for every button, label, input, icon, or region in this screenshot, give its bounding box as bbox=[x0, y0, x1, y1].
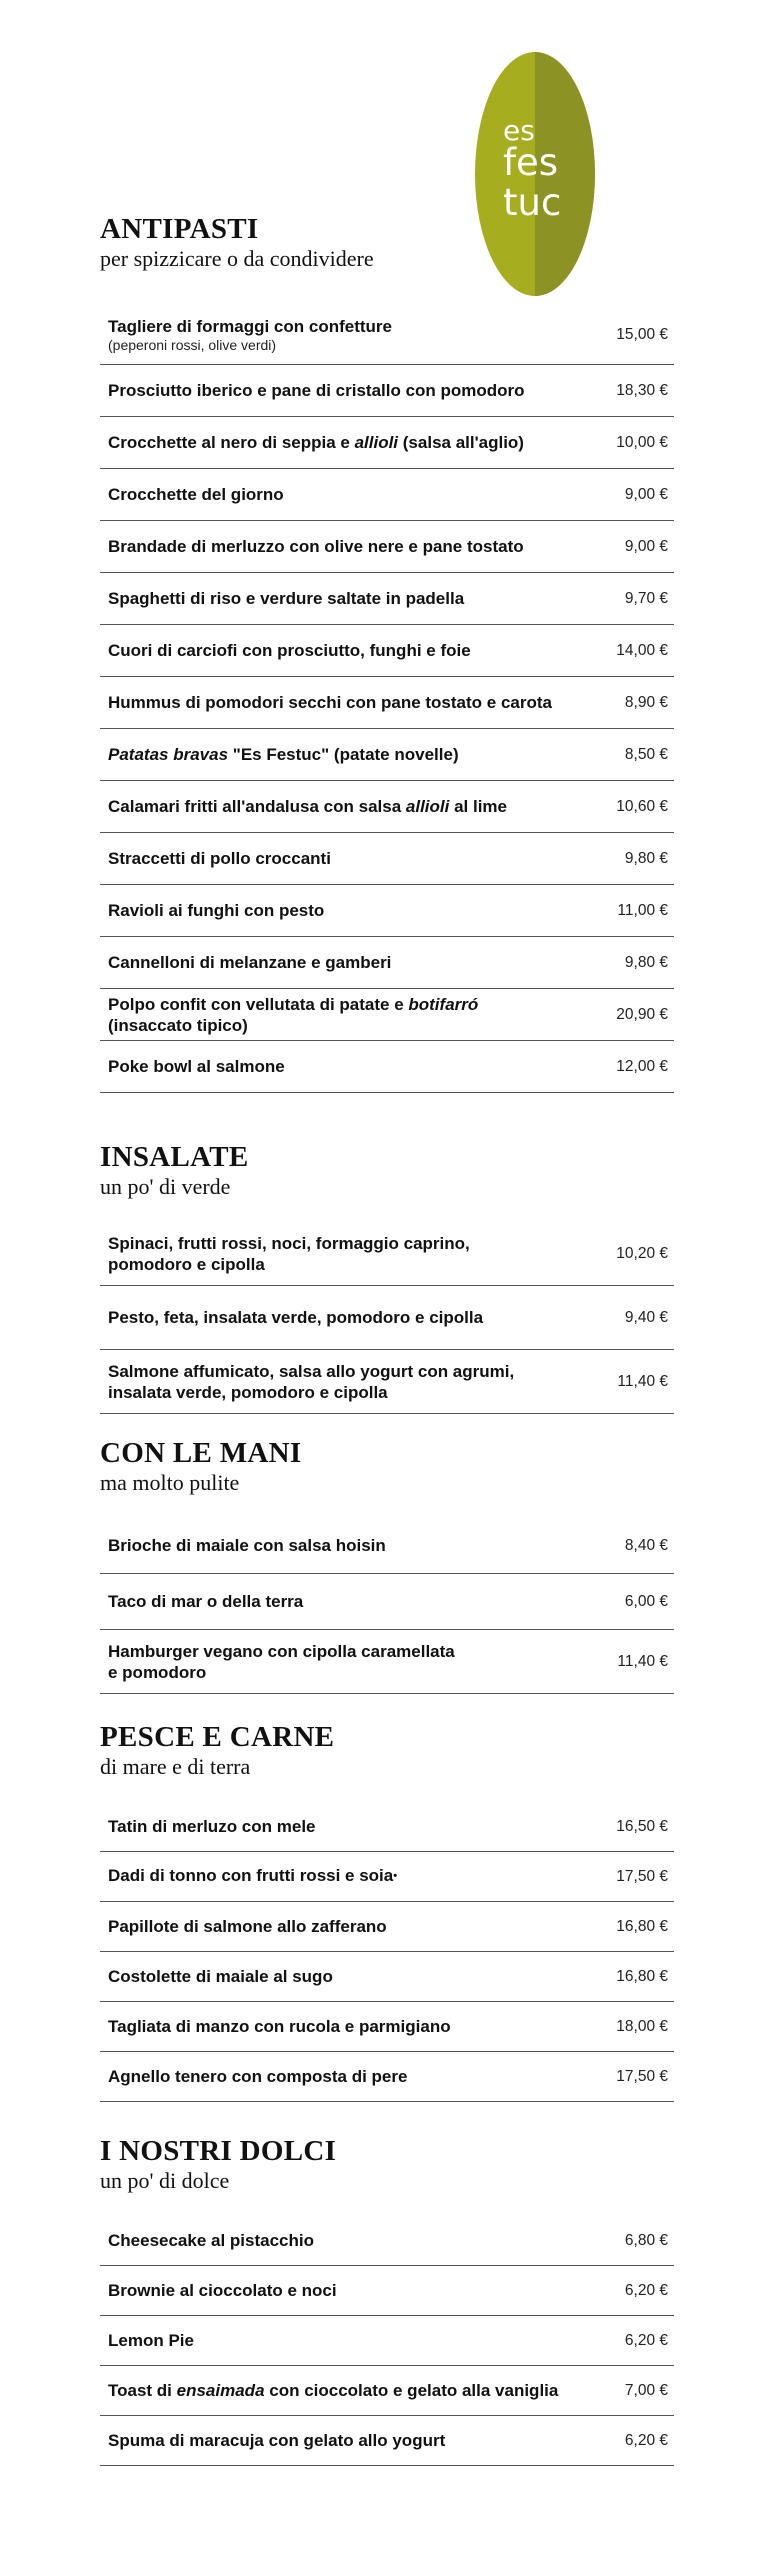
item-price: 14,00 € bbox=[616, 641, 668, 659]
section-title: INSALATE bbox=[100, 1141, 249, 1173]
menu-item bbox=[100, 885, 674, 937]
item-name: Spaghetti di riso e verdure saltate in padella bbox=[108, 589, 465, 608]
item-name: Cuori di carciofi con prosciutto, funghi e foie bbox=[108, 641, 471, 660]
item-name: Cheesecake al pistacchio bbox=[108, 2231, 315, 2250]
item-price: 15,00 € bbox=[616, 326, 668, 343]
menu-item bbox=[100, 2366, 674, 2416]
section-subtitle: un po' di verde bbox=[100, 1174, 231, 1199]
item-price: 7,00 € bbox=[624, 2381, 668, 2399]
logo-text-es: es bbox=[503, 114, 535, 147]
menu-item bbox=[100, 2266, 674, 2316]
menu-item bbox=[100, 937, 674, 989]
item-price: 18,00 € bbox=[616, 2017, 668, 2035]
item-price: 9,40 € bbox=[624, 1308, 668, 1326]
menu-item bbox=[100, 2052, 674, 2102]
item-price: 17,50 € bbox=[616, 2067, 668, 2085]
item-price: 8,50 € bbox=[624, 745, 668, 763]
menu-list bbox=[100, 1222, 674, 1414]
item-name: Taco di mar o della terra bbox=[108, 1592, 304, 1611]
item-name: Spinaci, frutti rossi, noci, formaggio caprino, pomodoro e cipolla bbox=[108, 1233, 470, 1274]
menu-item bbox=[100, 469, 674, 521]
menu-item bbox=[100, 1574, 674, 1630]
item-name: Brownie al cioccolato e noci bbox=[108, 2281, 337, 2300]
item-name: Pesto, feta, insalata verde, pomodoro e cipolla bbox=[108, 1308, 484, 1327]
item-price: 16,50 € bbox=[616, 1817, 668, 1835]
item-price: 6,20 € bbox=[624, 2281, 668, 2299]
item-name: Polpo confit con vellutata di patate e botifarró (insaccato tipico) bbox=[108, 994, 479, 1035]
menu-item bbox=[100, 306, 674, 365]
menu-item bbox=[100, 1222, 674, 1286]
section-con-le-mani bbox=[100, 1436, 674, 1694]
item-name: Prosciutto iberico e pane di cristallo con pomodoro bbox=[108, 381, 525, 400]
menu-item bbox=[100, 1518, 674, 1574]
menu-item bbox=[100, 417, 674, 469]
menu-item bbox=[100, 781, 674, 833]
item-price: 9,00 € bbox=[624, 537, 668, 555]
menu-item bbox=[100, 729, 674, 781]
menu-item bbox=[100, 1041, 674, 1093]
menu-item bbox=[100, 1852, 674, 1902]
section-subtitle: per spizzicare o da condividere bbox=[100, 246, 374, 271]
item-price: 6,20 € bbox=[624, 2431, 668, 2449]
menu-item bbox=[100, 573, 674, 625]
item-name: Toast di ensaimada con cioccolato e gelato alla vaniglia bbox=[108, 2381, 559, 2400]
menu-item bbox=[100, 1630, 674, 1694]
section-title: PESCE E CARNE bbox=[100, 1721, 335, 1753]
item-name: Crocchette al nero di seppia e allioli (salsa all'aglio) bbox=[108, 433, 524, 452]
item-price: 8,90 € bbox=[624, 693, 668, 711]
item-price: 11,40 € bbox=[617, 1372, 668, 1390]
item-price: 10,20 € bbox=[616, 1244, 668, 1262]
section-pesce-carne bbox=[100, 1720, 674, 2102]
item-price: 16,80 € bbox=[616, 1917, 668, 1935]
menu-list bbox=[100, 1518, 674, 1694]
item-price: 20,90 € bbox=[616, 1005, 668, 1023]
menu-item bbox=[100, 677, 674, 729]
section-subtitle: di mare e di terra bbox=[100, 1754, 251, 1779]
item-price: 11,00 € bbox=[617, 901, 668, 919]
item-name: Hummus di pomodori secchi con pane tostato e carota bbox=[108, 693, 552, 712]
section-dolci bbox=[100, 2134, 674, 2466]
item-price: 6,80 € bbox=[624, 2231, 668, 2249]
item-name: Ravioli ai funghi con pesto bbox=[108, 901, 325, 920]
section-insalate bbox=[100, 1140, 674, 1414]
item-name: Papillote di salmone allo zafferano bbox=[108, 1917, 387, 1936]
item-price: 10,60 € bbox=[616, 797, 668, 815]
item-name: Salmone affumicato, salsa allo yogurt con agrumi, insalata verde, pomodoro e cipolla bbox=[108, 1361, 515, 1402]
item-price: 18,30 € bbox=[616, 381, 668, 399]
section-title: I NOSTRI DOLCI bbox=[100, 2135, 337, 2167]
item-price: 9,70 € bbox=[624, 589, 668, 607]
item-name: Straccetti di pollo croccanti bbox=[108, 849, 331, 868]
item-price: 9,80 € bbox=[624, 953, 668, 971]
item-name: Calamari fritti all'andalusa con salsa allioli al lime bbox=[108, 797, 507, 816]
menu-list bbox=[100, 1802, 674, 2102]
menu-item bbox=[100, 1802, 674, 1852]
item-price: 11,40 € bbox=[617, 1652, 668, 1670]
item-name: Tagliere di formaggi con confetture bbox=[108, 317, 392, 336]
item-name: Brandade di merluzzo con olive nere e pane tostato bbox=[108, 537, 524, 556]
item-name: Poke bowl al salmone bbox=[108, 1057, 285, 1076]
menu-item bbox=[100, 1350, 674, 1414]
item-price: 8,40 € bbox=[624, 1536, 668, 1554]
item-price: 9,00 € bbox=[624, 485, 668, 503]
section-subtitle: un po' di dolce bbox=[100, 2168, 230, 2193]
menu-item bbox=[100, 1952, 674, 2002]
logo-text-tuc: tuc bbox=[503, 181, 562, 224]
item-price: 9,80 € bbox=[624, 849, 668, 867]
menu-list bbox=[100, 306, 674, 1093]
item-name: Cannelloni di melanzane e gamberi bbox=[108, 953, 392, 972]
item-price: 16,80 € bbox=[616, 1967, 668, 1985]
section-subtitle: ma molto pulite bbox=[100, 1470, 240, 1495]
menu-item bbox=[100, 1902, 674, 1952]
section-title: ANTIPASTI bbox=[100, 213, 259, 245]
menu-item bbox=[100, 1286, 674, 1350]
menu-item bbox=[100, 833, 674, 885]
item-name: Tagliata di manzo con rucola e parmigiano bbox=[108, 2017, 451, 2036]
item-name: Lemon Pie bbox=[108, 2331, 194, 2350]
logo-text-fes: fes bbox=[503, 141, 559, 184]
item-name: Crocchette del giorno bbox=[108, 485, 284, 504]
item-note: (peperoni rossi, olive verdi) bbox=[108, 337, 277, 353]
menu-item bbox=[100, 365, 674, 417]
menu-item bbox=[100, 625, 674, 677]
item-name: Costolette di maiale al sugo bbox=[108, 1967, 333, 1986]
section-title: CON LE MANI bbox=[100, 1437, 302, 1469]
item-price: 12,00 € bbox=[616, 1057, 668, 1075]
item-price: 6,20 € bbox=[624, 2331, 668, 2349]
menu-item bbox=[100, 2216, 674, 2266]
item-name: Brioche di maiale con salsa hoisin bbox=[108, 1536, 386, 1555]
menu-item bbox=[100, 2002, 674, 2052]
item-name: Patatas bravas "Es Festuc" (patate novelle) bbox=[108, 745, 459, 764]
item-name: Agnello tenero con composta di pere bbox=[108, 2067, 408, 2086]
menu-item bbox=[100, 989, 674, 1041]
item-name: Spuma di maracuja con gelato allo yogurt bbox=[108, 2431, 446, 2450]
item-price: 17,50 € bbox=[616, 1867, 668, 1885]
menu-list bbox=[100, 2216, 674, 2466]
item-name: Hamburger vegano con cipolla caramellata e pomodoro bbox=[108, 1641, 455, 1682]
item-name: Tatin di merluzo con mele bbox=[108, 1817, 316, 1836]
menu-item bbox=[100, 2316, 674, 2366]
menu-item bbox=[100, 521, 674, 573]
allergen-mark: • bbox=[393, 1870, 398, 1883]
section-antipasti bbox=[100, 212, 674, 1093]
item-name: Dadi di tonno con frutti rossi e soia• bbox=[108, 1866, 398, 1886]
item-price: 10,00 € bbox=[616, 433, 668, 451]
menu-item bbox=[100, 2416, 674, 2466]
item-price: 6,00 € bbox=[624, 1592, 668, 1610]
